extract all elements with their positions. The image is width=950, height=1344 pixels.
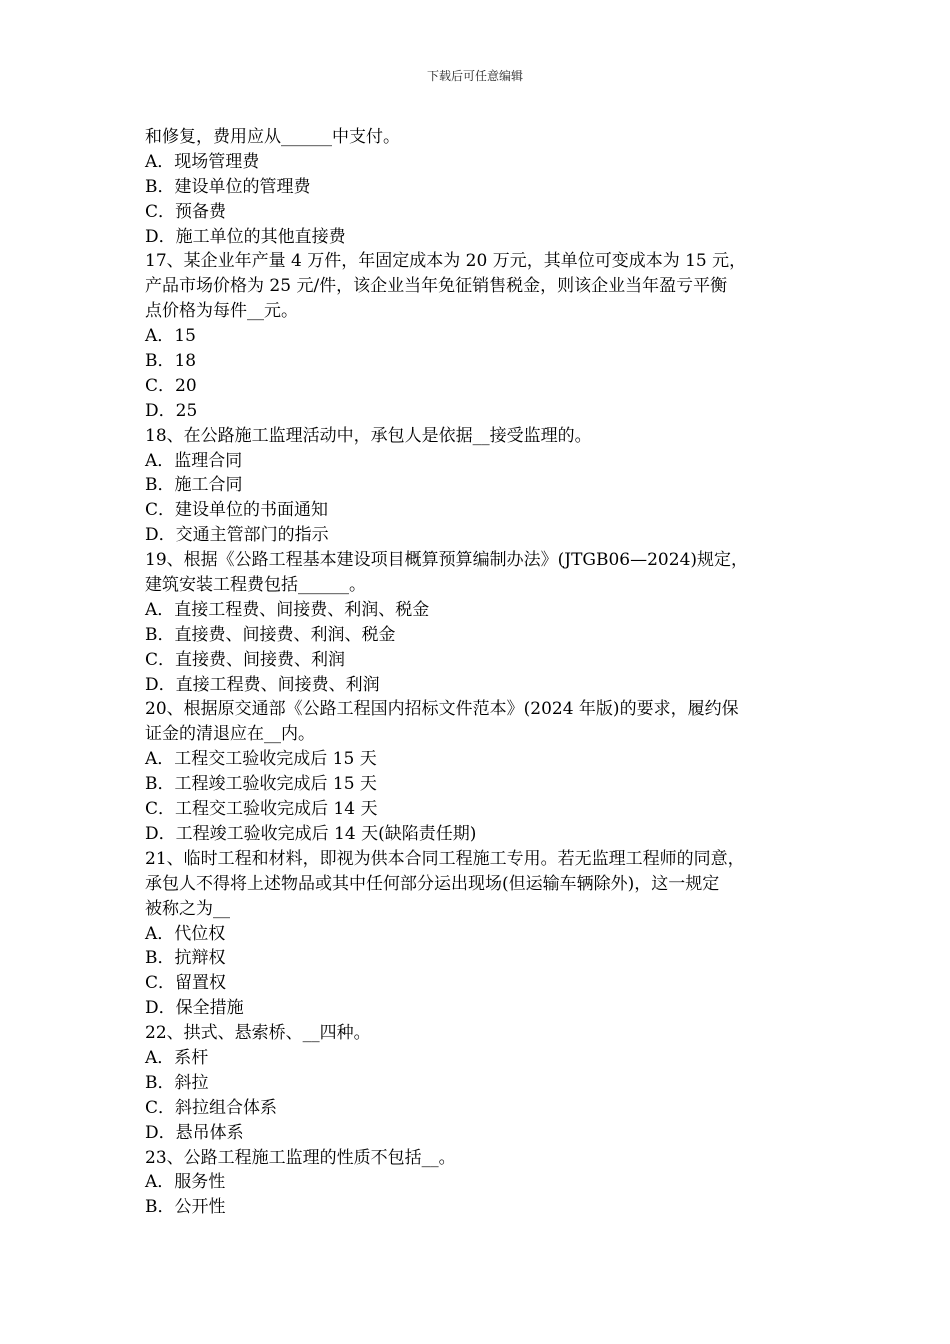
text-line: A．15 bbox=[145, 326, 196, 347]
text-line: A．代位权 bbox=[145, 923, 226, 944]
text-line: D．直接工程费、间接费、利润 bbox=[145, 674, 380, 695]
text-line: C．工程交工验收完成后 14 天 bbox=[145, 799, 378, 820]
text-line: C．留置权 bbox=[145, 973, 227, 994]
text-line: 23、公路工程施工监理的性质不包括__。 bbox=[145, 1147, 456, 1168]
text-line: D．交通主管部门的指示 bbox=[145, 525, 329, 546]
text-line: 22、拱式、悬索桥、__四种。 bbox=[145, 1023, 371, 1044]
text-line: B．抗辩权 bbox=[145, 948, 226, 969]
text-line: 点价格为每件__元。 bbox=[145, 301, 298, 322]
text-line: B．18 bbox=[145, 351, 197, 372]
text-line: B．直接费、间接费、利润、税金 bbox=[145, 624, 396, 645]
text-line: B．建设单位的管理费 bbox=[145, 176, 311, 197]
text-line: B．工程竣工验收完成后 15 天 bbox=[145, 774, 377, 795]
text-line: 证金的清退应在__内。 bbox=[145, 724, 315, 745]
text-line: 和修复，费用应从______中支付。 bbox=[145, 127, 400, 147]
text-line: A．监理合同 bbox=[145, 450, 243, 471]
text-line: 18、在公路施工监理活动中，承包人是依据__接受监理的。 bbox=[145, 425, 592, 446]
text-line: A．现场管理费 bbox=[145, 151, 260, 172]
text-line: D．25 bbox=[145, 400, 198, 421]
text-line: 20、根据原交通部《公路工程国内招标文件范本》(2024 年版)的要求，履约保 bbox=[145, 699, 739, 720]
text-line: C．20 bbox=[145, 375, 197, 396]
text-line: 19、根据《公路工程基本建设项目概算预算编制办法》(JTGB06—2024)规定， bbox=[145, 550, 749, 571]
text-line: C．直接费、间接费、利润 bbox=[145, 649, 346, 670]
text-line: 产品市场价格为 25 元/件，该企业当年免征销售税金，则该企业当年盈亏平衡 bbox=[145, 276, 728, 297]
text-line: A．服务性 bbox=[145, 1172, 226, 1193]
text-line: 承包人不得将上述物品或其中任何部分运出现场(但运输车辆除外)，这一规定 bbox=[145, 873, 720, 894]
text-line: D．保全措施 bbox=[145, 998, 244, 1019]
text-line: D．工程竣工验收完成后 14 天(缺陷责任期) bbox=[145, 823, 477, 844]
text-line: 17、某企业年产量 4 万件，年固定成本为 20 万元，其单位可变成本为 15 元， bbox=[145, 251, 747, 272]
text-line: 被称之为__ bbox=[145, 898, 230, 919]
text-line: C．建设单位的书面通知 bbox=[145, 500, 329, 521]
text-line: B．公开性 bbox=[145, 1197, 226, 1218]
text-line: B．施工合同 bbox=[145, 475, 243, 496]
page-header: 下载后可任意编辑 bbox=[426, 69, 523, 83]
text-line: A．系杆 bbox=[145, 1047, 209, 1068]
text-line: 21、临时工程和材料，即视为供本合同工程施工专用。若无监理工程师的同意， bbox=[145, 848, 745, 869]
text-line: D．施工单位的其他直接费 bbox=[145, 226, 346, 247]
document-body bbox=[145, 125, 825, 1220]
text-line: B．斜拉 bbox=[145, 1072, 209, 1093]
text-line: C．斜拉组合体系 bbox=[145, 1097, 278, 1118]
text-line: D．悬吊体系 bbox=[145, 1122, 244, 1143]
text-line: 建筑安装工程费包括______。 bbox=[145, 575, 366, 596]
text-line: A．工程交工验收完成后 15 天 bbox=[145, 749, 377, 770]
text-line: A．直接工程费、间接费、利润、税金 bbox=[145, 599, 430, 620]
text-line: C．预备费 bbox=[145, 201, 227, 222]
